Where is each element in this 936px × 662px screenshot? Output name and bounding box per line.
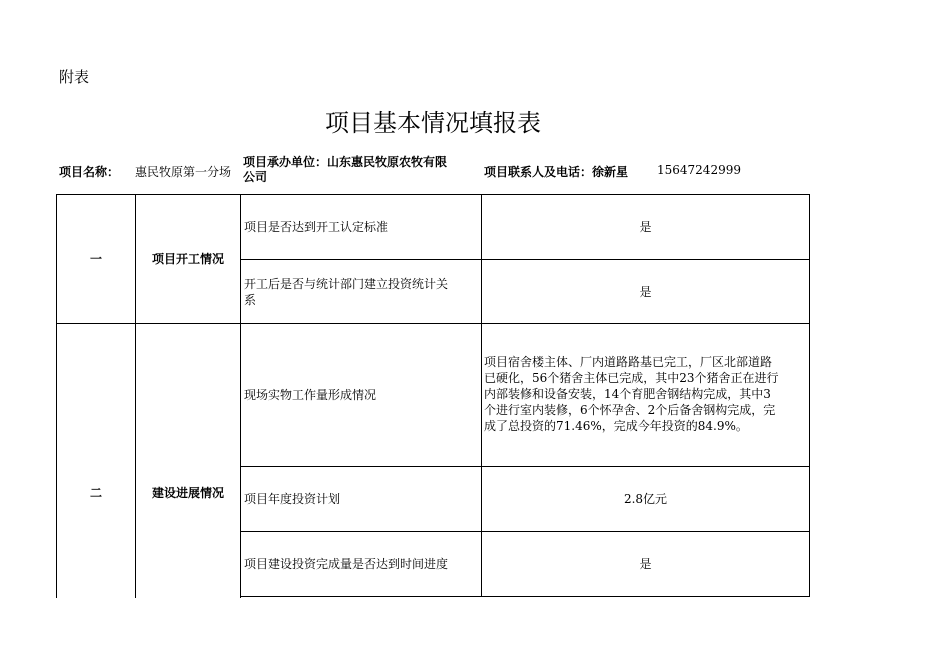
- item-label: 项目是否达到开工认定标准: [244, 220, 389, 234]
- item-value: 2.8亿元: [623, 492, 668, 506]
- item-value-description: 项目宿舍楼主体、厂内道路路基已完工，厂区北部道路 已硬化，56个猪舍主体已完成，其中23个猪舍正在进行 内部装修和设备安装，14个育肥舍钢结构完成，其中3 个进行室内装修，6个怀孕舍、2个后备舍钢构完成，完 成了总投资的71.46%，完成今年投资的84.9%。: [484, 355, 779, 433]
- table-border-right: [809, 194, 810, 597]
- section-index: 一: [89, 252, 102, 266]
- section-category: 建设进展情况: [151, 486, 224, 500]
- item-value: 是: [639, 557, 652, 571]
- section-category: 项目开工情况: [151, 252, 224, 266]
- item-value: 是: [639, 284, 652, 299]
- contact-phone: 15647242999: [657, 163, 741, 177]
- item-label: 现场实物工作量形成情况: [244, 388, 377, 402]
- contact-label: 项目联系人及电话：徐新星: [484, 165, 629, 179]
- undertaking-unit-label: 项目承办单位：山东惠民牧原农牧有限 公司: [243, 155, 448, 184]
- section-index: 二: [89, 486, 102, 500]
- project-name-value: 惠民牧原第一分场: [135, 165, 232, 179]
- appendix-label: 附表: [59, 68, 90, 86]
- item-label: 开工后是否与统计部门建立投资统计关 系: [244, 276, 449, 307]
- item-label: 项目年度投资计划: [244, 492, 341, 506]
- item-value: 是: [639, 220, 652, 234]
- project-name-label: 项目名称：: [59, 165, 120, 179]
- page-title: 项目基本情况填报表: [325, 109, 541, 137]
- row-divider: [240, 596, 810, 597]
- item-label: 项目建设投资完成量是否达到时间进度: [244, 557, 449, 571]
